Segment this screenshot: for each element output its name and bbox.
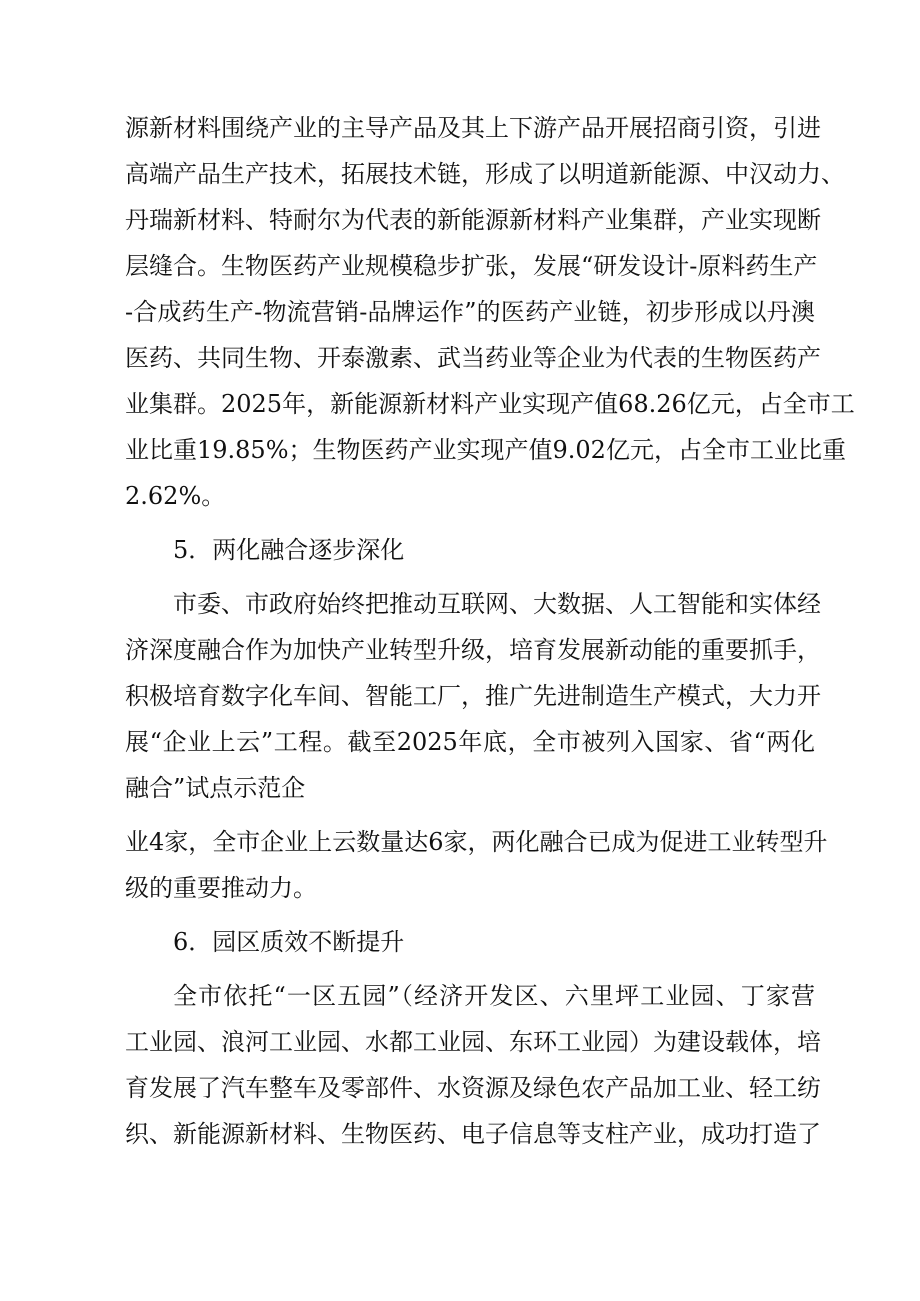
paragraph-line: 医药、共同生物、开泰激素、武当药业等企业为代表的生物医药产: [125, 344, 821, 372]
paragraph-line: 业4家，全市企业上云数量达6家，两化融合已成为促进工业转型升: [125, 828, 828, 856]
paragraph-line: 业集群。2025年，新能源新材料产业实现产值68.26亿元，占全市工: [125, 390, 855, 418]
paragraph-line: 积极培育数字化车间、智能工厂，推广先进制造生产模式，大力开: [125, 682, 821, 710]
paragraph-line: 展“企业上云”工程。截至2025年底，全市被列入国家、省“两化: [125, 728, 815, 756]
section-heading: 5．两化融合逐步深化: [173, 536, 405, 564]
paragraph-line: 2.62%。: [125, 482, 226, 510]
paragraph-line: 织、新能源新材料、生物医药、电子信息等支柱产业，成功打造了: [125, 1120, 821, 1148]
paragraph-line: 工业园、浪河工业园、水都工业园、东环工业园）为建设载体，培: [125, 1028, 821, 1056]
paragraph-line: 级的重要推动力。: [125, 874, 317, 902]
paragraph-line: 市委、市政府始终把推动互联网、大数据、人工智能和实体经: [173, 590, 821, 618]
paragraph-line: 育发展了汽车整车及零部件、水资源及绿色农产品加工业、轻工纺: [125, 1074, 821, 1102]
paragraph-line: -合成药生产-物流营销-品牌运作”的医药产业链，初步形成以丹澳: [125, 298, 815, 326]
paragraph-line: 济深度融合作为加快产业转型升级，培育发展新动能的重要抓手，: [125, 636, 821, 664]
paragraph-line: 丹瑞新材料、特耐尔为代表的新能源新材料产业集群，产业实现断: [125, 206, 821, 234]
paragraph-line: 源新材料围绕产业的主导产品及其上下游产品开展招商引资，引进: [125, 114, 821, 142]
section-heading: 6．园区质效不断提升: [173, 928, 405, 956]
paragraph-line: 业比重19.85%；生物医药产业实现产值9.02亿元，占全市工业比重: [125, 436, 846, 464]
paragraph-line: 高端产品生产技术，拓展技术链，形成了以明道新能源、中汉动力、: [125, 160, 845, 188]
paragraph-line: 融合”试点示范企: [125, 774, 306, 802]
paragraph-line: 全市依托“一区五园”（经济开发区、六里坪工业园、丁家营: [173, 982, 815, 1010]
paragraph-line: 层缝合。生物医药产业规模稳步扩张，发展“研发设计-原料药生产: [125, 252, 818, 280]
